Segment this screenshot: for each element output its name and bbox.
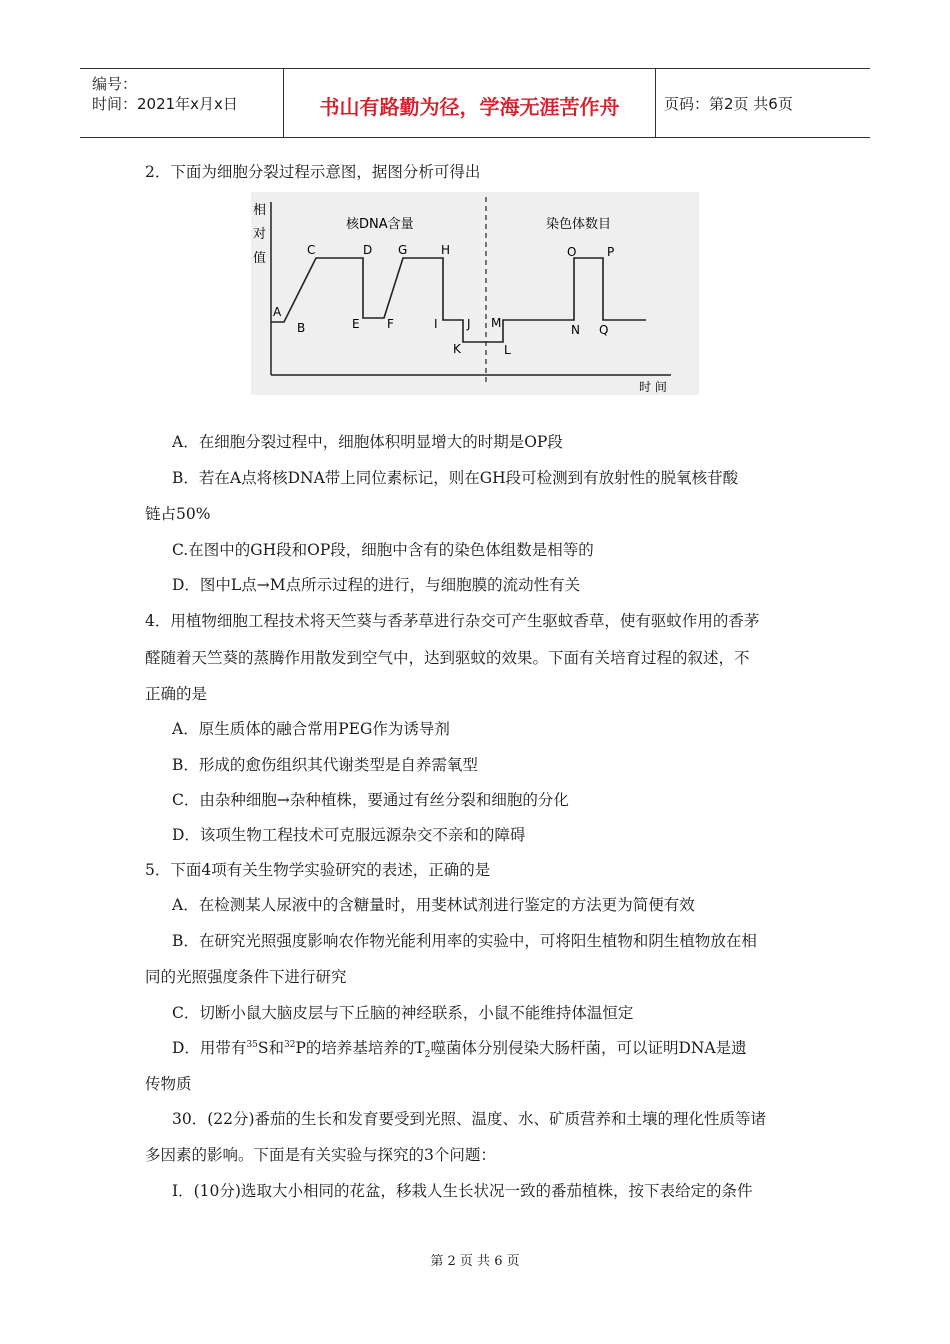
q30-part-i: I．(10分)选取大小相同的花盆，移栽人生长状况一致的番茄植株，按下表给定的条件	[172, 1182, 753, 1200]
point-label-j: J	[467, 317, 471, 331]
q5-option-b-line1: B．在研究光照强度影响农作物光能利用率的实验中，可将阳生植物和阴生植物放在相	[172, 932, 757, 950]
q4-stem-line3: 正确的是	[145, 685, 208, 703]
q4-option-a: A．原生质体的融合常用PEG作为诱导剂	[172, 720, 450, 738]
page-footer: 第 2 页 共 6 页	[430, 1254, 520, 1269]
q5d-s-sup: 35	[246, 1039, 258, 1050]
q4-stem-line2: 醛随着天竺葵的蒸腾作用散发到空气中，达到驱蚊的效果。下面有关培育过程的叙述，不	[145, 649, 750, 667]
q5d-s: S和	[257, 1039, 285, 1057]
point-label-n: N	[571, 323, 580, 337]
figure-svg	[251, 192, 699, 395]
q2-option-d: D．图中L点→M点所示过程的进行，与细胞膜的流动性有关	[172, 576, 581, 594]
y-label-3: 值	[253, 251, 267, 266]
point-label-o: O	[567, 245, 577, 259]
q4-option-c: C．由杂种细胞→杂种植株，要通过有丝分裂和细胞的分化	[172, 791, 569, 809]
point-label-i: I	[434, 317, 438, 331]
point-label-k: K	[453, 342, 461, 356]
q5d-t-sub: 2	[424, 1050, 431, 1061]
q5-option-b-line2: 同的光照强度条件下进行研究	[145, 968, 347, 986]
q5-option-c: C．切断小鼠大脑皮层与下丘脑的神经联系，小鼠不能维持体温恒定	[172, 1004, 634, 1022]
point-label-p: P	[607, 245, 615, 259]
point-label-m: M	[491, 316, 502, 330]
chromosome-curve	[486, 258, 646, 342]
header-info-cell	[80, 69, 283, 137]
number-label: 编号：	[92, 75, 138, 93]
q30-stem-line2: 多因素的影响。下面是有关实验与探究的3个问题：	[145, 1146, 496, 1164]
question-2-stem: 2．下面为细胞分裂过程示意图，据图分析可得出	[145, 163, 481, 181]
point-label-f: F	[387, 317, 394, 331]
y-label-1: 相	[253, 203, 267, 218]
page-label: 页码：第2页 共6页	[664, 95, 793, 113]
time-label: 时间：2021年x月x日	[92, 95, 238, 113]
point-label-d: D	[363, 243, 373, 257]
q5-option-d-line2: 传物质	[145, 1075, 192, 1093]
q2-option-c: C.在图中的GH段和OP段，细胞中含有的染色体组数是相等的	[172, 541, 594, 559]
q5-option-d-line1	[172, 1036, 747, 1060]
q2-option-b-line1: B．若在A点将核DNA带上同位素标记，则在GH段可检测到有放射性的脱氧核苷酸	[172, 469, 739, 487]
point-label-a: A	[273, 305, 282, 319]
q5d-post: 噬菌体分别侵染大肠杆菌，可以证明DNA是遗	[430, 1039, 747, 1057]
q30-stem-line1: 30．(22分)番茄的生长和发育要受到光照、温度、水、矿质营养和土壤的理化性质等诸	[172, 1110, 767, 1128]
x-label: 时 间	[639, 380, 667, 394]
right-title: 染色体数目	[546, 217, 612, 232]
header-page-cell	[654, 69, 870, 137]
header-motto-cell	[283, 69, 656, 137]
q5-stem: 5．下面4项有关生物学实验研究的表述，正确的是	[145, 861, 491, 879]
q4-stem-line1: 4．用植物细胞工程技术将天竺葵与香茅草进行杂交可产生驱蚊香草，使有驱蚊作用的香茅	[145, 612, 760, 630]
q5-option-a: A．在检测某人尿液中的含糖量时，用斐林试剂进行鉴定的方法更为简便有效	[172, 896, 695, 914]
point-label-g: G	[398, 243, 408, 257]
q5d-pre: D．用带有	[172, 1039, 247, 1057]
point-label-c: C	[307, 243, 316, 257]
q4-option-b: B．形成的愈伤组织其代谢类型是自养需氧型	[172, 756, 478, 774]
y-label-2: 对	[253, 227, 267, 242]
q2-option-a: A．在细胞分裂过程中，细胞体积明显增大的时期是OP段	[172, 433, 563, 451]
q5d-p-sup: 32	[284, 1039, 296, 1050]
point-label-q: Q	[599, 323, 609, 337]
point-label-h: H	[441, 243, 451, 257]
motto: 书山有路勤为径，学海无涯苦作舟	[319, 95, 620, 119]
q2-option-b-line2: 链占50%	[145, 505, 211, 523]
point-label-l: L	[504, 343, 511, 357]
cell-division-figure	[251, 192, 699, 395]
page-header	[80, 68, 870, 138]
q5d-p: P的培养基培养的T	[295, 1039, 425, 1057]
point-label-b: B	[297, 321, 306, 335]
point-label-e: E	[352, 317, 360, 331]
q4-option-d: D．该项生物工程技术可克服远源杂交不亲和的障碍	[172, 826, 526, 844]
left-title: 核DNA含量	[346, 217, 414, 232]
